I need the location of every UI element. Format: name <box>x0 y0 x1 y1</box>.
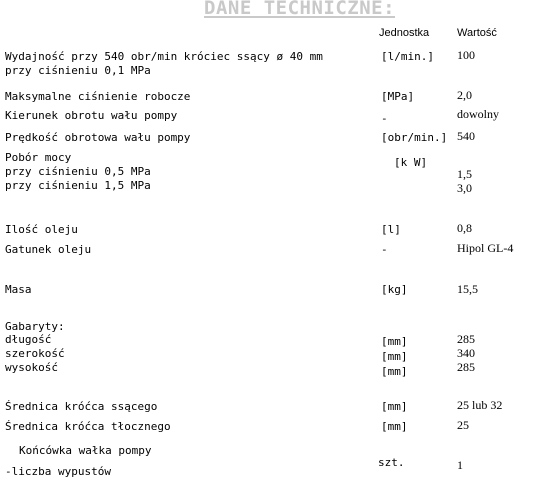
row-value-srednica-tlocznego: 25 <box>457 418 469 432</box>
row-value-dlugosc: 285 <box>457 332 475 346</box>
row-label-koncowka-walka: Końcówka wałka pompy <box>19 444 152 457</box>
row-unit-dlugosc: [mm] <box>381 335 408 348</box>
row-value-wysokosc: 285 <box>457 360 475 374</box>
row-value-max-cisnienie: 2,0 <box>457 88 472 102</box>
row-unit-max-cisnienie: [MPa] <box>381 90 415 103</box>
row-value-szerokosc: 340 <box>457 346 475 360</box>
row-label-max-cisnienie: Maksymalne ciśnienie robocze <box>5 90 191 103</box>
row-sublabel-szerokosc: szerokość <box>5 347 65 360</box>
row-unit-srednica-ssacego: [mm] <box>381 400 408 413</box>
row-label-ilosc-oleju: Ilość oleju <box>5 223 78 236</box>
row-value-srednica-ssacego: 25 lub 32 <box>457 398 503 412</box>
row-label-predkosc: Prędkość obrotowa wału pompy <box>5 131 191 144</box>
row-sublabel-pobor-1-5: przy ciśnieniu 1,5 MPa <box>5 179 151 192</box>
row-label-kierunek: Kierunek obrotu wału pompy <box>5 109 178 122</box>
row-unit-masa: [kg] <box>381 283 408 296</box>
row-label-srednica-ssacego: Średnica króćca ssącego <box>5 400 158 413</box>
row-label-pobor-mocy: Pobór mocy <box>5 151 72 164</box>
row-label-srednica-tlocznego: Średnica króćca tłocznego <box>5 420 171 433</box>
row-value-wydajnosc: 100 <box>457 48 475 62</box>
row-unit-wysokosc: [mm] <box>381 365 408 378</box>
row-sublabel-wysokosc: wysokość <box>5 361 58 374</box>
row-unit-koncowka-walka: szt. <box>378 456 405 469</box>
row-label-gatunek-oleju: Gatunek oleju <box>5 243 92 256</box>
row-value-kierunek: dowolny <box>457 107 499 121</box>
row-label-wydajnosc: Wydajność przy 540 obr/min króciec ssący ø 40 mm <box>5 50 323 63</box>
row-value-predkosc: 540 <box>457 129 475 143</box>
row-unit-predkosc: [obr/min.] <box>381 131 448 144</box>
row-label-gabaryty: Gabaryty: <box>5 320 65 333</box>
row-value-pobor-1-5: 3,0 <box>457 181 472 195</box>
page-title: DANE TECHNICZNE: <box>204 0 396 19</box>
row-value-koncowka-walka: 1 <box>457 458 463 472</box>
row-unit-ilosc-oleju: [l] <box>381 223 401 236</box>
row-sublabel-dlugosc: długość <box>5 333 52 346</box>
row-unit-szerokosc: [mm] <box>381 350 408 363</box>
row-unit-srednica-tlocznego: [mm] <box>381 420 408 433</box>
row-value-pobor-0-5: 1,5 <box>457 167 472 181</box>
row-value-ilosc-oleju: 0,8 <box>457 221 472 235</box>
row-sublabel-wydajnosc: przy ciśnieniu 0,1 MPa <box>5 64 151 77</box>
row-value-masa: 15,5 <box>457 282 478 296</box>
unit-column-header: Jednostka <box>379 27 430 39</box>
row-unit-kierunek: - <box>381 112 388 125</box>
row-sublabel-liczba-wypustow: -liczba wypustów <box>5 465 111 478</box>
row-unit-gatunek-oleju: - <box>381 243 388 256</box>
row-label-masa: Masa <box>5 283 32 296</box>
value-column-header: Wartość <box>457 27 497 39</box>
row-unit-wydajnosc: [l/min.] <box>381 50 434 63</box>
row-value-gatunek-oleju: Hipol GL-4 <box>457 241 514 255</box>
row-unit-pobor-mocy: [k W] <box>394 156 428 169</box>
row-sublabel-pobor-0-5: przy ciśnieniu 0,5 MPa <box>5 165 151 178</box>
